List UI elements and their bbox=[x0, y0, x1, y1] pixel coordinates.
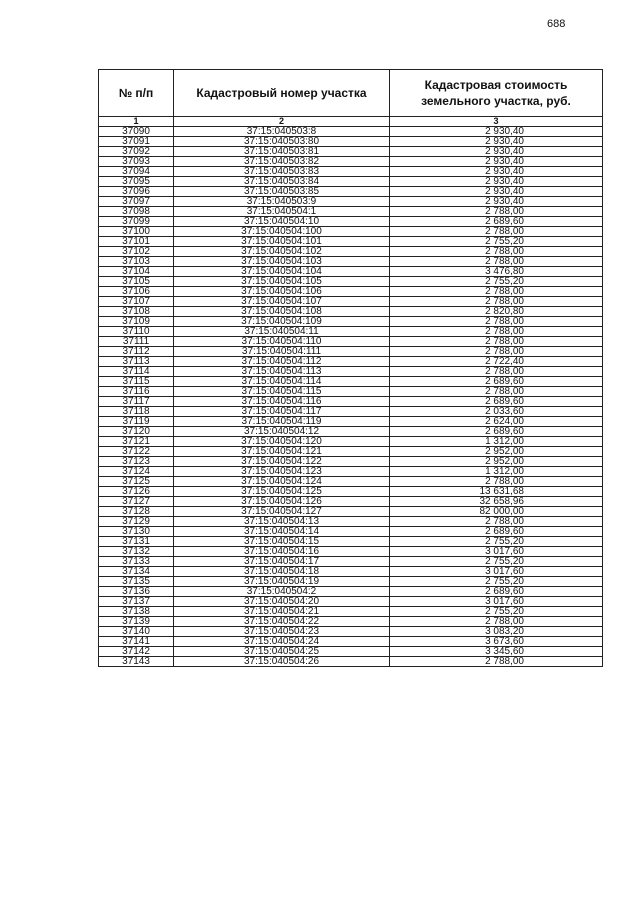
row-number-cell: 37130 bbox=[99, 527, 174, 537]
cadastral-value-cell: 2 689,60 bbox=[390, 377, 603, 387]
table-row bbox=[99, 507, 603, 517]
row-number-cell: 37109 bbox=[99, 317, 174, 327]
cadastral-number-cell: 37:15:040504:19 bbox=[174, 577, 390, 587]
cadastral-number-cell: 37:15:040504:22 bbox=[174, 617, 390, 627]
cadastral-number-cell: 37:15:040504:108 bbox=[174, 307, 390, 317]
cadastral-value-cell: 2 788,00 bbox=[390, 517, 603, 527]
cadastral-value-cell: 2 952,00 bbox=[390, 457, 603, 467]
table-row bbox=[99, 377, 603, 387]
table-row bbox=[99, 617, 603, 627]
cadastral-value-cell: 2 788,00 bbox=[390, 347, 603, 357]
cadastral-value-cell: 3 083,20 bbox=[390, 627, 603, 637]
table-row bbox=[99, 147, 603, 157]
cadastral-value-cell: 2 788,00 bbox=[390, 617, 603, 627]
cadastral-number-cell: 37:15:040504:106 bbox=[174, 287, 390, 297]
table-row bbox=[99, 307, 603, 317]
row-number-cell: 37101 bbox=[99, 237, 174, 247]
table-row bbox=[99, 637, 603, 647]
cadastral-number-cell: 37:15:040504:102 bbox=[174, 247, 390, 257]
table-row bbox=[99, 157, 603, 167]
cadastral-value-cell: 2 930,40 bbox=[390, 127, 603, 137]
cadastral-number-cell: 37:15:040504:107 bbox=[174, 297, 390, 307]
cadastral-number-cell: 37:15:040504:104 bbox=[174, 267, 390, 277]
cadastral-number-cell: 37:15:040504:117 bbox=[174, 407, 390, 417]
table-row bbox=[99, 587, 603, 597]
cadastral-value-cell: 2 755,20 bbox=[390, 277, 603, 287]
row-number-cell: 37120 bbox=[99, 427, 174, 437]
table-row bbox=[99, 597, 603, 607]
cadastral-number-cell: 37:15:040504:120 bbox=[174, 437, 390, 447]
cadastral-value-cell: 2 788,00 bbox=[390, 207, 603, 217]
table-row bbox=[99, 187, 603, 197]
row-number-cell: 37097 bbox=[99, 197, 174, 207]
column-number-row bbox=[99, 117, 603, 127]
row-number-cell: 37134 bbox=[99, 567, 174, 577]
row-number-cell: 37090 bbox=[99, 127, 174, 137]
cadastral-value-cell: 13 631,68 bbox=[390, 487, 603, 497]
cadastral-value-cell: 3 673,60 bbox=[390, 637, 603, 647]
row-number-cell: 37128 bbox=[99, 507, 174, 517]
cadastral-value-cell: 2 788,00 bbox=[390, 367, 603, 377]
row-number-cell: 37091 bbox=[99, 137, 174, 147]
cadastral-value-cell: 2 788,00 bbox=[390, 247, 603, 257]
row-number-cell: 37098 bbox=[99, 207, 174, 217]
table-row bbox=[99, 387, 603, 397]
cadastral-value-cell: 2 930,40 bbox=[390, 197, 603, 207]
cadastral-number-cell: 37:15:040504:11 bbox=[174, 327, 390, 337]
cadastral-value-cell: 2 930,40 bbox=[390, 137, 603, 147]
cadastral-value-cell: 3 345,60 bbox=[390, 647, 603, 657]
row-number-cell: 37095 bbox=[99, 177, 174, 187]
cadastral-value-table bbox=[98, 69, 603, 667]
table-row bbox=[99, 467, 603, 477]
cadastral-value-cell: 2 952,00 bbox=[390, 447, 603, 457]
cadastral-number-cell: 37:15:040504:116 bbox=[174, 397, 390, 407]
row-number-cell: 37140 bbox=[99, 627, 174, 637]
row-number-cell: 37092 bbox=[99, 147, 174, 157]
table-header-row bbox=[99, 70, 603, 117]
header-cadastral-number: Кадастровый номер участка bbox=[174, 70, 390, 117]
cadastral-number-cell: 37:15:040503:85 bbox=[174, 187, 390, 197]
table-row bbox=[99, 517, 603, 527]
cadastral-value-cell: 2 755,20 bbox=[390, 577, 603, 587]
cadastral-number-cell: 37:15:040504:113 bbox=[174, 367, 390, 377]
table-body bbox=[99, 127, 603, 667]
cadastral-number-cell: 37:15:040504:10 bbox=[174, 217, 390, 227]
cadastral-value-cell: 3 017,60 bbox=[390, 567, 603, 577]
table-row bbox=[99, 207, 603, 217]
cadastral-value-cell: 2 788,00 bbox=[390, 227, 603, 237]
cadastral-number-cell: 37:15:040503:81 bbox=[174, 147, 390, 157]
row-number-cell: 37105 bbox=[99, 277, 174, 287]
cadastral-number-cell: 37:15:040503:9 bbox=[174, 197, 390, 207]
cadastral-value-cell: 2 788,00 bbox=[390, 287, 603, 297]
row-number-cell: 37099 bbox=[99, 217, 174, 227]
table-row bbox=[99, 357, 603, 367]
row-number-cell: 37135 bbox=[99, 577, 174, 587]
table-row bbox=[99, 407, 603, 417]
cadastral-number-cell: 37:15:040504:100 bbox=[174, 227, 390, 237]
cadastral-number-cell: 37:15:040504:20 bbox=[174, 597, 390, 607]
cadastral-value-cell: 2 930,40 bbox=[390, 187, 603, 197]
table-row bbox=[99, 427, 603, 437]
cadastral-number-cell: 37:15:040504:124 bbox=[174, 477, 390, 487]
cadastral-number-cell: 37:15:040504:26 bbox=[174, 657, 390, 667]
row-number-cell: 37119 bbox=[99, 417, 174, 427]
table-row bbox=[99, 247, 603, 257]
cadastral-number-cell: 37:15:040504:16 bbox=[174, 547, 390, 557]
table-row bbox=[99, 537, 603, 547]
cadastral-value-cell: 2 689,60 bbox=[390, 397, 603, 407]
row-number-cell: 37114 bbox=[99, 367, 174, 377]
table-row bbox=[99, 257, 603, 267]
cadastral-table-container bbox=[98, 69, 602, 667]
header-cadastral-value: Кадастровая стоимость земельного участка, руб. bbox=[390, 70, 603, 117]
cadastral-number-cell: 37:15:040504:21 bbox=[174, 607, 390, 617]
table-row bbox=[99, 277, 603, 287]
row-number-cell: 37116 bbox=[99, 387, 174, 397]
cadastral-value-cell: 2 788,00 bbox=[390, 257, 603, 267]
cadastral-number-cell: 37:15:040504:123 bbox=[174, 467, 390, 477]
row-number-cell: 37132 bbox=[99, 547, 174, 557]
table-row bbox=[99, 337, 603, 347]
cadastral-value-cell: 3 476,80 bbox=[390, 267, 603, 277]
cadastral-value-cell: 2 624,00 bbox=[390, 417, 603, 427]
cadastral-value-cell: 2 788,00 bbox=[390, 387, 603, 397]
cadastral-value-cell: 1 312,00 bbox=[390, 467, 603, 477]
cadastral-value-cell: 2 722,40 bbox=[390, 357, 603, 367]
cadastral-value-cell: 2 788,00 bbox=[390, 477, 603, 487]
cadastral-value-cell: 2 788,00 bbox=[390, 337, 603, 347]
column-number: 3 bbox=[390, 117, 603, 127]
row-number-cell: 37123 bbox=[99, 457, 174, 467]
row-number-cell: 37118 bbox=[99, 407, 174, 417]
row-number-cell: 37096 bbox=[99, 187, 174, 197]
row-number-cell: 37136 bbox=[99, 587, 174, 597]
table-row bbox=[99, 397, 603, 407]
cadastral-value-cell: 82 000,00 bbox=[390, 507, 603, 517]
row-number-cell: 37143 bbox=[99, 657, 174, 667]
table-row bbox=[99, 317, 603, 327]
cadastral-number-cell: 37:15:040504:18 bbox=[174, 567, 390, 577]
table-row bbox=[99, 457, 603, 467]
table-row bbox=[99, 367, 603, 377]
cadastral-value-cell: 2 755,20 bbox=[390, 607, 603, 617]
cadastral-value-cell: 2 033,60 bbox=[390, 407, 603, 417]
row-number-cell: 37121 bbox=[99, 437, 174, 447]
cadastral-value-cell: 2 820,80 bbox=[390, 307, 603, 317]
table-row bbox=[99, 127, 603, 137]
cadastral-number-cell: 37:15:040503:83 bbox=[174, 167, 390, 177]
row-number-cell: 37137 bbox=[99, 597, 174, 607]
row-number-cell: 37124 bbox=[99, 467, 174, 477]
row-number-cell: 37122 bbox=[99, 447, 174, 457]
cadastral-number-cell: 37:15:040504:103 bbox=[174, 257, 390, 267]
table-row bbox=[99, 497, 603, 507]
table-row bbox=[99, 177, 603, 187]
cadastral-number-cell: 37:15:040504:109 bbox=[174, 317, 390, 327]
table-row bbox=[99, 197, 603, 207]
header-row-number: № п/п bbox=[99, 70, 174, 117]
cadastral-value-cell: 2 930,40 bbox=[390, 147, 603, 157]
cadastral-value-cell: 2 689,60 bbox=[390, 527, 603, 537]
column-number: 2 bbox=[174, 117, 390, 127]
row-number-cell: 37133 bbox=[99, 557, 174, 567]
cadastral-number-cell: 37:15:040504:17 bbox=[174, 557, 390, 567]
cadastral-value-cell: 2 755,20 bbox=[390, 557, 603, 567]
cadastral-number-cell: 37:15:040504:112 bbox=[174, 357, 390, 367]
row-number-cell: 37127 bbox=[99, 497, 174, 507]
row-number-cell: 37129 bbox=[99, 517, 174, 527]
table-row bbox=[99, 237, 603, 247]
table-row bbox=[99, 487, 603, 497]
cadastral-number-cell: 37:15:040503:82 bbox=[174, 157, 390, 167]
row-number-cell: 37106 bbox=[99, 287, 174, 297]
row-number-cell: 37117 bbox=[99, 397, 174, 407]
cadastral-value-cell: 2 930,40 bbox=[390, 167, 603, 177]
cadastral-number-cell: 37:15:040504:23 bbox=[174, 627, 390, 637]
cadastral-value-cell: 2 689,60 bbox=[390, 427, 603, 437]
row-number-cell: 37094 bbox=[99, 167, 174, 177]
cadastral-number-cell: 37:15:040504:13 bbox=[174, 517, 390, 527]
cadastral-number-cell: 37:15:040504:114 bbox=[174, 377, 390, 387]
page-number: 688 bbox=[547, 18, 566, 30]
table-row bbox=[99, 137, 603, 147]
row-number-cell: 37131 bbox=[99, 537, 174, 547]
cadastral-value-cell: 2 788,00 bbox=[390, 657, 603, 667]
cadastral-value-cell: 2 755,20 bbox=[390, 537, 603, 547]
row-number-cell: 37107 bbox=[99, 297, 174, 307]
cadastral-number-cell: 37:15:040504:127 bbox=[174, 507, 390, 517]
table-row bbox=[99, 567, 603, 577]
cadastral-value-cell: 2 930,40 bbox=[390, 177, 603, 187]
row-number-cell: 37110 bbox=[99, 327, 174, 337]
cadastral-number-cell: 37:15:040504:2 bbox=[174, 587, 390, 597]
cadastral-number-cell: 37:15:040504:1 bbox=[174, 207, 390, 217]
cadastral-number-cell: 37:15:040503:84 bbox=[174, 177, 390, 187]
table-row bbox=[99, 657, 603, 667]
table-row bbox=[99, 647, 603, 657]
cadastral-number-cell: 37:15:040504:111 bbox=[174, 347, 390, 357]
table-row bbox=[99, 527, 603, 537]
cadastral-number-cell: 37:15:040503:80 bbox=[174, 137, 390, 147]
cadastral-number-cell: 37:15:040504:15 bbox=[174, 537, 390, 547]
row-number-cell: 37108 bbox=[99, 307, 174, 317]
row-number-cell: 37103 bbox=[99, 257, 174, 267]
row-number-cell: 37102 bbox=[99, 247, 174, 257]
cadastral-number-cell: 37:15:040504:12 bbox=[174, 427, 390, 437]
cadastral-value-cell: 2 788,00 bbox=[390, 297, 603, 307]
cadastral-value-cell: 3 017,60 bbox=[390, 547, 603, 557]
cadastral-value-cell: 32 658,96 bbox=[390, 497, 603, 507]
cadastral-value-cell: 2 689,60 bbox=[390, 587, 603, 597]
table-row bbox=[99, 327, 603, 337]
cadastral-number-cell: 37:15:040504:101 bbox=[174, 237, 390, 247]
table-row bbox=[99, 347, 603, 357]
row-number-cell: 37125 bbox=[99, 477, 174, 487]
table-row bbox=[99, 547, 603, 557]
row-number-cell: 37115 bbox=[99, 377, 174, 387]
table-row bbox=[99, 417, 603, 427]
row-number-cell: 37111 bbox=[99, 337, 174, 347]
cadastral-value-cell: 2 788,00 bbox=[390, 317, 603, 327]
table-row bbox=[99, 627, 603, 637]
table-row bbox=[99, 287, 603, 297]
cadastral-number-cell: 37:15:040504:122 bbox=[174, 457, 390, 467]
cadastral-number-cell: 37:15:040504:25 bbox=[174, 647, 390, 657]
cadastral-number-cell: 37:15:040504:14 bbox=[174, 527, 390, 537]
column-number: 1 bbox=[99, 117, 174, 127]
cadastral-number-cell: 37:15:040504:115 bbox=[174, 387, 390, 397]
cadastral-number-cell: 37:15:040504:125 bbox=[174, 487, 390, 497]
cadastral-number-cell: 37:15:040504:119 bbox=[174, 417, 390, 427]
cadastral-value-cell: 2 689,60 bbox=[390, 217, 603, 227]
row-number-cell: 37112 bbox=[99, 347, 174, 357]
table-row bbox=[99, 297, 603, 307]
row-number-cell: 37100 bbox=[99, 227, 174, 237]
row-number-cell: 37139 bbox=[99, 617, 174, 627]
cadastral-value-cell: 2 755,20 bbox=[390, 237, 603, 247]
cadastral-number-cell: 37:15:040504:126 bbox=[174, 497, 390, 507]
row-number-cell: 37141 bbox=[99, 637, 174, 647]
cadastral-value-cell: 2 788,00 bbox=[390, 327, 603, 337]
table-row bbox=[99, 217, 603, 227]
cadastral-number-cell: 37:15:040504:105 bbox=[174, 277, 390, 287]
table-row bbox=[99, 477, 603, 487]
cadastral-number-cell: 37:15:040504:110 bbox=[174, 337, 390, 347]
table-row bbox=[99, 267, 603, 277]
row-number-cell: 37142 bbox=[99, 647, 174, 657]
row-number-cell: 37113 bbox=[99, 357, 174, 367]
cadastral-value-cell: 1 312,00 bbox=[390, 437, 603, 447]
row-number-cell: 37104 bbox=[99, 267, 174, 277]
row-number-cell: 37138 bbox=[99, 607, 174, 617]
table-row bbox=[99, 227, 603, 237]
table-row bbox=[99, 447, 603, 457]
cadastral-number-cell: 37:15:040503:8 bbox=[174, 127, 390, 137]
cadastral-number-cell: 37:15:040504:24 bbox=[174, 637, 390, 647]
cadastral-value-cell: 3 017,60 bbox=[390, 597, 603, 607]
table-row bbox=[99, 557, 603, 567]
row-number-cell: 37126 bbox=[99, 487, 174, 497]
table-row bbox=[99, 577, 603, 587]
cadastral-value-cell: 2 930,40 bbox=[390, 157, 603, 167]
cadastral-number-cell: 37:15:040504:121 bbox=[174, 447, 390, 457]
table-row bbox=[99, 607, 603, 617]
table-row bbox=[99, 437, 603, 447]
table-row bbox=[99, 167, 603, 177]
row-number-cell: 37093 bbox=[99, 157, 174, 167]
